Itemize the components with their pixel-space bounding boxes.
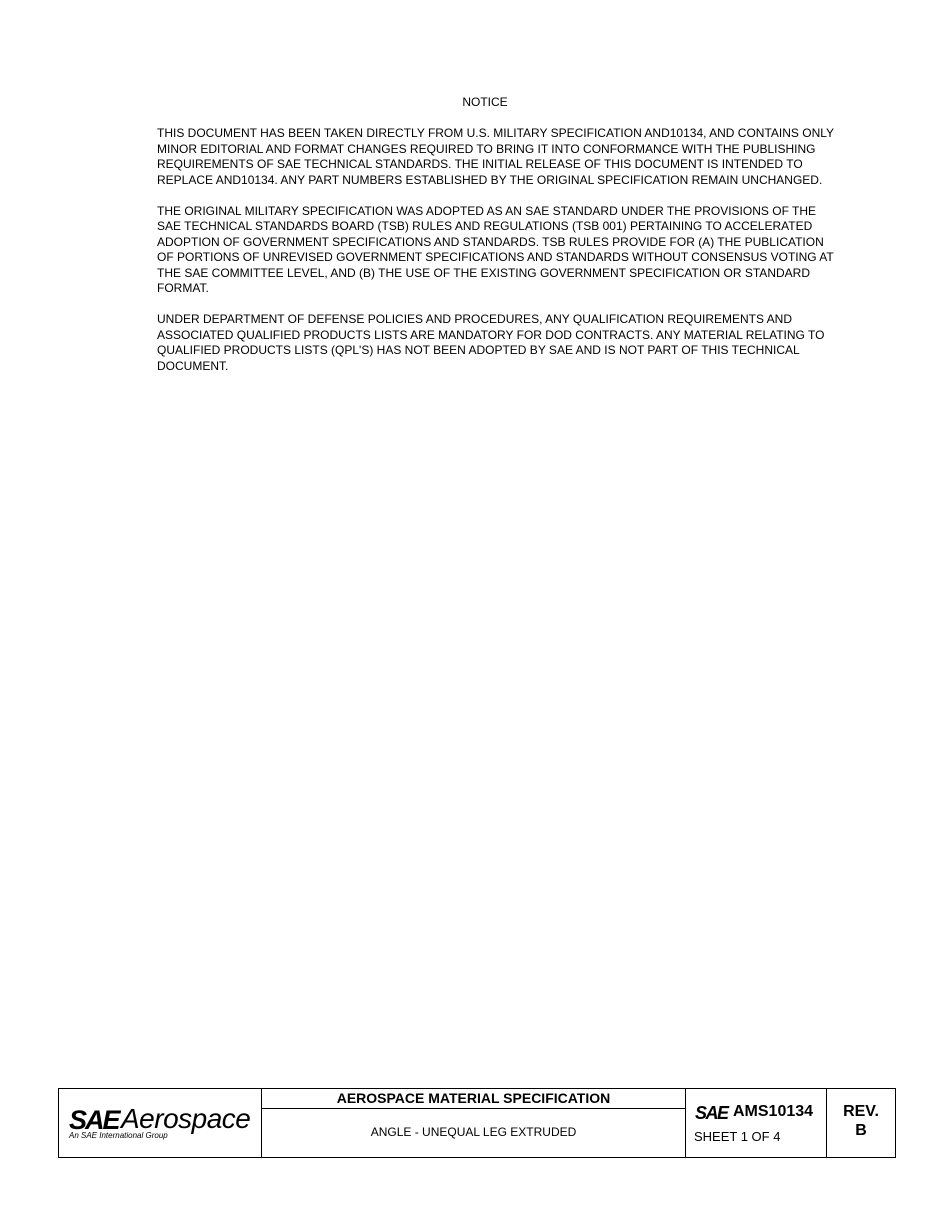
- sae-logo-mark: SAE: [69, 1105, 119, 1135]
- notice-paragraph: UNDER DEPARTMENT OF DEFENSE POLICIES AND PROCEDURES, ANY QUALIFICATION REQUIREMENTS AND ASSOCIATED QUALIFIED PRODUCTS LISTS ARE MANDATORY FOR DOD CONTRACTS. ANY MATERIAL RELATING TO QUALIFIED PRODUCTS LISTS (QPL'S) HAS NOT BEEN ADOPTED BY SAE AND IS NOT PART OF THIS TECHNICAL DOCUMENT.: [157, 312, 825, 373]
- title-block: [58, 1088, 896, 1158]
- document-number-cell: [686, 1089, 827, 1157]
- notice-paragraph: THIS DOCUMENT HAS BEEN TAKEN DIRECTLY FROM U.S. MILITARY SPECIFICATION AND10134, AND CONTAINS ONLY MINOR EDITORIAL AND FORMAT CHANGES REQUIRED TO BRING IT INTO CONFORMANCE WITH THE PUBLISHING REQUIREMENTS OF SAE TECHNICAL STANDARDS. THE INITIAL RELEASE OF THIS DOCUMENT IS INTENDED TO REPLACE AND10134. ANY PART NUMBERS ESTABLISHED BY THE ORIGINAL SPECIFICATION REMAIN UNCHANGED.: [157, 126, 834, 187]
- sae-small-logo: SAE: [695, 1103, 728, 1123]
- sae-logo-tagline: An SAE International Group: [69, 1131, 168, 1140]
- notice-paragraph: THE ORIGINAL MILITARY SPECIFICATION WAS ADOPTED AS AN SAE STANDARD UNDER THE PROVISIONS OF THE SAE TECHNICAL STANDARDS BOARD (TSB) RULES AND REGULATIONS (TSB 001) PERTAINING TO ACCELERATED ADOPTION OF GOVERNMENT SPECIFICATIONS AND STANDARDS. TSB RULES PROVIDE FOR (A) THE PUBLICATION OF PORTIONS OF UNREVISED GOVERNMENT SPECIFICATIONS AND STANDARDS WITHOUT CONSENSUS VOTING AT THE SAE COMMITTEE LEVEL, AND (B) THE USE OF THE EXISTING GOVERNMENT SPECIFICATION OR STANDARD FORMAT.: [157, 203, 834, 295]
- document-number: AMS10134: [733, 1103, 814, 1120]
- notice-body: [157, 126, 837, 390]
- revision-value: B: [855, 1122, 867, 1139]
- sae-logo-wordmark: Aerospace: [121, 1103, 251, 1134]
- title-cell: [262, 1089, 686, 1157]
- sheet-number: SHEET 1 OF 4: [694, 1129, 781, 1144]
- logo-cell: [59, 1089, 262, 1157]
- part-title: ANGLE - UNEQUAL LEG EXTRUDED: [370, 1125, 577, 1139]
- revision-cell: [827, 1089, 895, 1157]
- notice-title: NOTICE: [462, 95, 508, 109]
- spec-title: AEROSPACE MATERIAL SPECIFICATION: [262, 1089, 685, 1109]
- revision-label: REV.: [843, 1103, 879, 1120]
